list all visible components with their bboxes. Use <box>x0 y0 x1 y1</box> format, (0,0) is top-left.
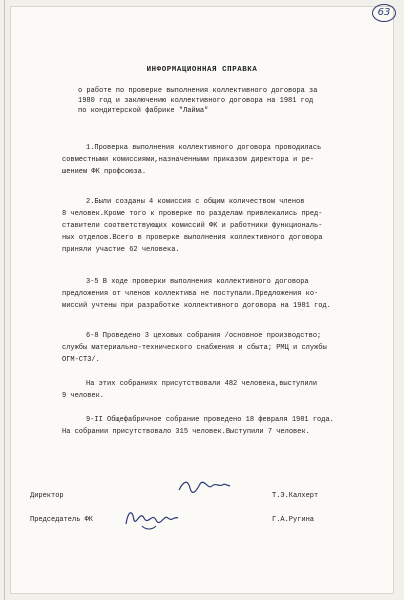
chairman-role: Председатель ФК <box>30 516 94 524</box>
text-line: 9 человек. <box>62 392 105 400</box>
paragraph-1 <box>62 142 321 178</box>
text-line: 8 человек.Кроме того к проверке по разделам привлекались пред- <box>62 210 323 218</box>
paragraph-6 <box>62 414 334 438</box>
paragraph-5 <box>62 378 317 402</box>
subtitle-line: о работе по проверке выполнения коллективного договора за <box>78 87 318 95</box>
text-line: предложения от членов коллектива не поступали.Предложения ко- <box>62 290 319 298</box>
text-line: совместными комиссиями,назначенными приказом директора и ре- <box>62 156 315 164</box>
text-line: 9-II Общефабричное собрание проведено 18 февраля 1981 года. <box>86 416 334 424</box>
text-line: службы материально-технического снабжения и сбыта; РМЦ и службы <box>62 344 327 352</box>
text-line: 6-8 Проведено 3 цеховых собрания /основное производство; <box>86 332 322 340</box>
text-line: 3-5 В ходе проверки выполнения коллективного договора <box>86 278 309 286</box>
document-subtitle <box>78 86 378 116</box>
text-line: 1.Проверка выполнения коллективного договора проводилась <box>86 144 322 152</box>
text-line: На собрании присутствовало 315 человек.Выступили 7 человек. <box>62 428 310 436</box>
director-role: Директор <box>30 492 64 500</box>
page-number-stamp: 63 <box>372 4 396 22</box>
text-line: ОГМ-СТЗ/. <box>62 356 100 364</box>
subtitle-line: 1980 год и заключению коллективного договора на 1981 год <box>78 97 314 105</box>
director-signature <box>176 476 234 496</box>
paragraph-2 <box>62 196 322 256</box>
text-line: миссий учтены при разработке коллективного договора на 1981 год. <box>62 302 331 310</box>
paragraph-4 <box>62 330 327 366</box>
text-line: ставители соответствующих комиссий ФК и работники функциональ- <box>62 222 323 230</box>
text-line: ных отделов.Всего в проверке выполнения коллективного договора <box>62 234 323 242</box>
subtitle-line: по кондитерской фабрике "Лайма" <box>78 107 209 115</box>
paragraph-3 <box>62 276 331 312</box>
text-line: шением ФК профсоюза. <box>62 168 147 176</box>
text-line: На этих собраниях присутствовали 482 человека,выступили <box>86 380 318 388</box>
text-line: приняли участие 62 человека. <box>62 246 180 254</box>
chairman-signature <box>122 504 180 532</box>
director-name: Т.Э.Калхерт <box>272 492 319 500</box>
document-title: ИНФОРМАЦИОННАЯ СПРАВКА <box>146 66 258 74</box>
margin-line <box>4 0 5 600</box>
chairman-name: Г.А.Ругина <box>272 516 315 524</box>
text-line: 2.Были созданы 4 комиссия с общим количеством членов <box>86 198 305 206</box>
